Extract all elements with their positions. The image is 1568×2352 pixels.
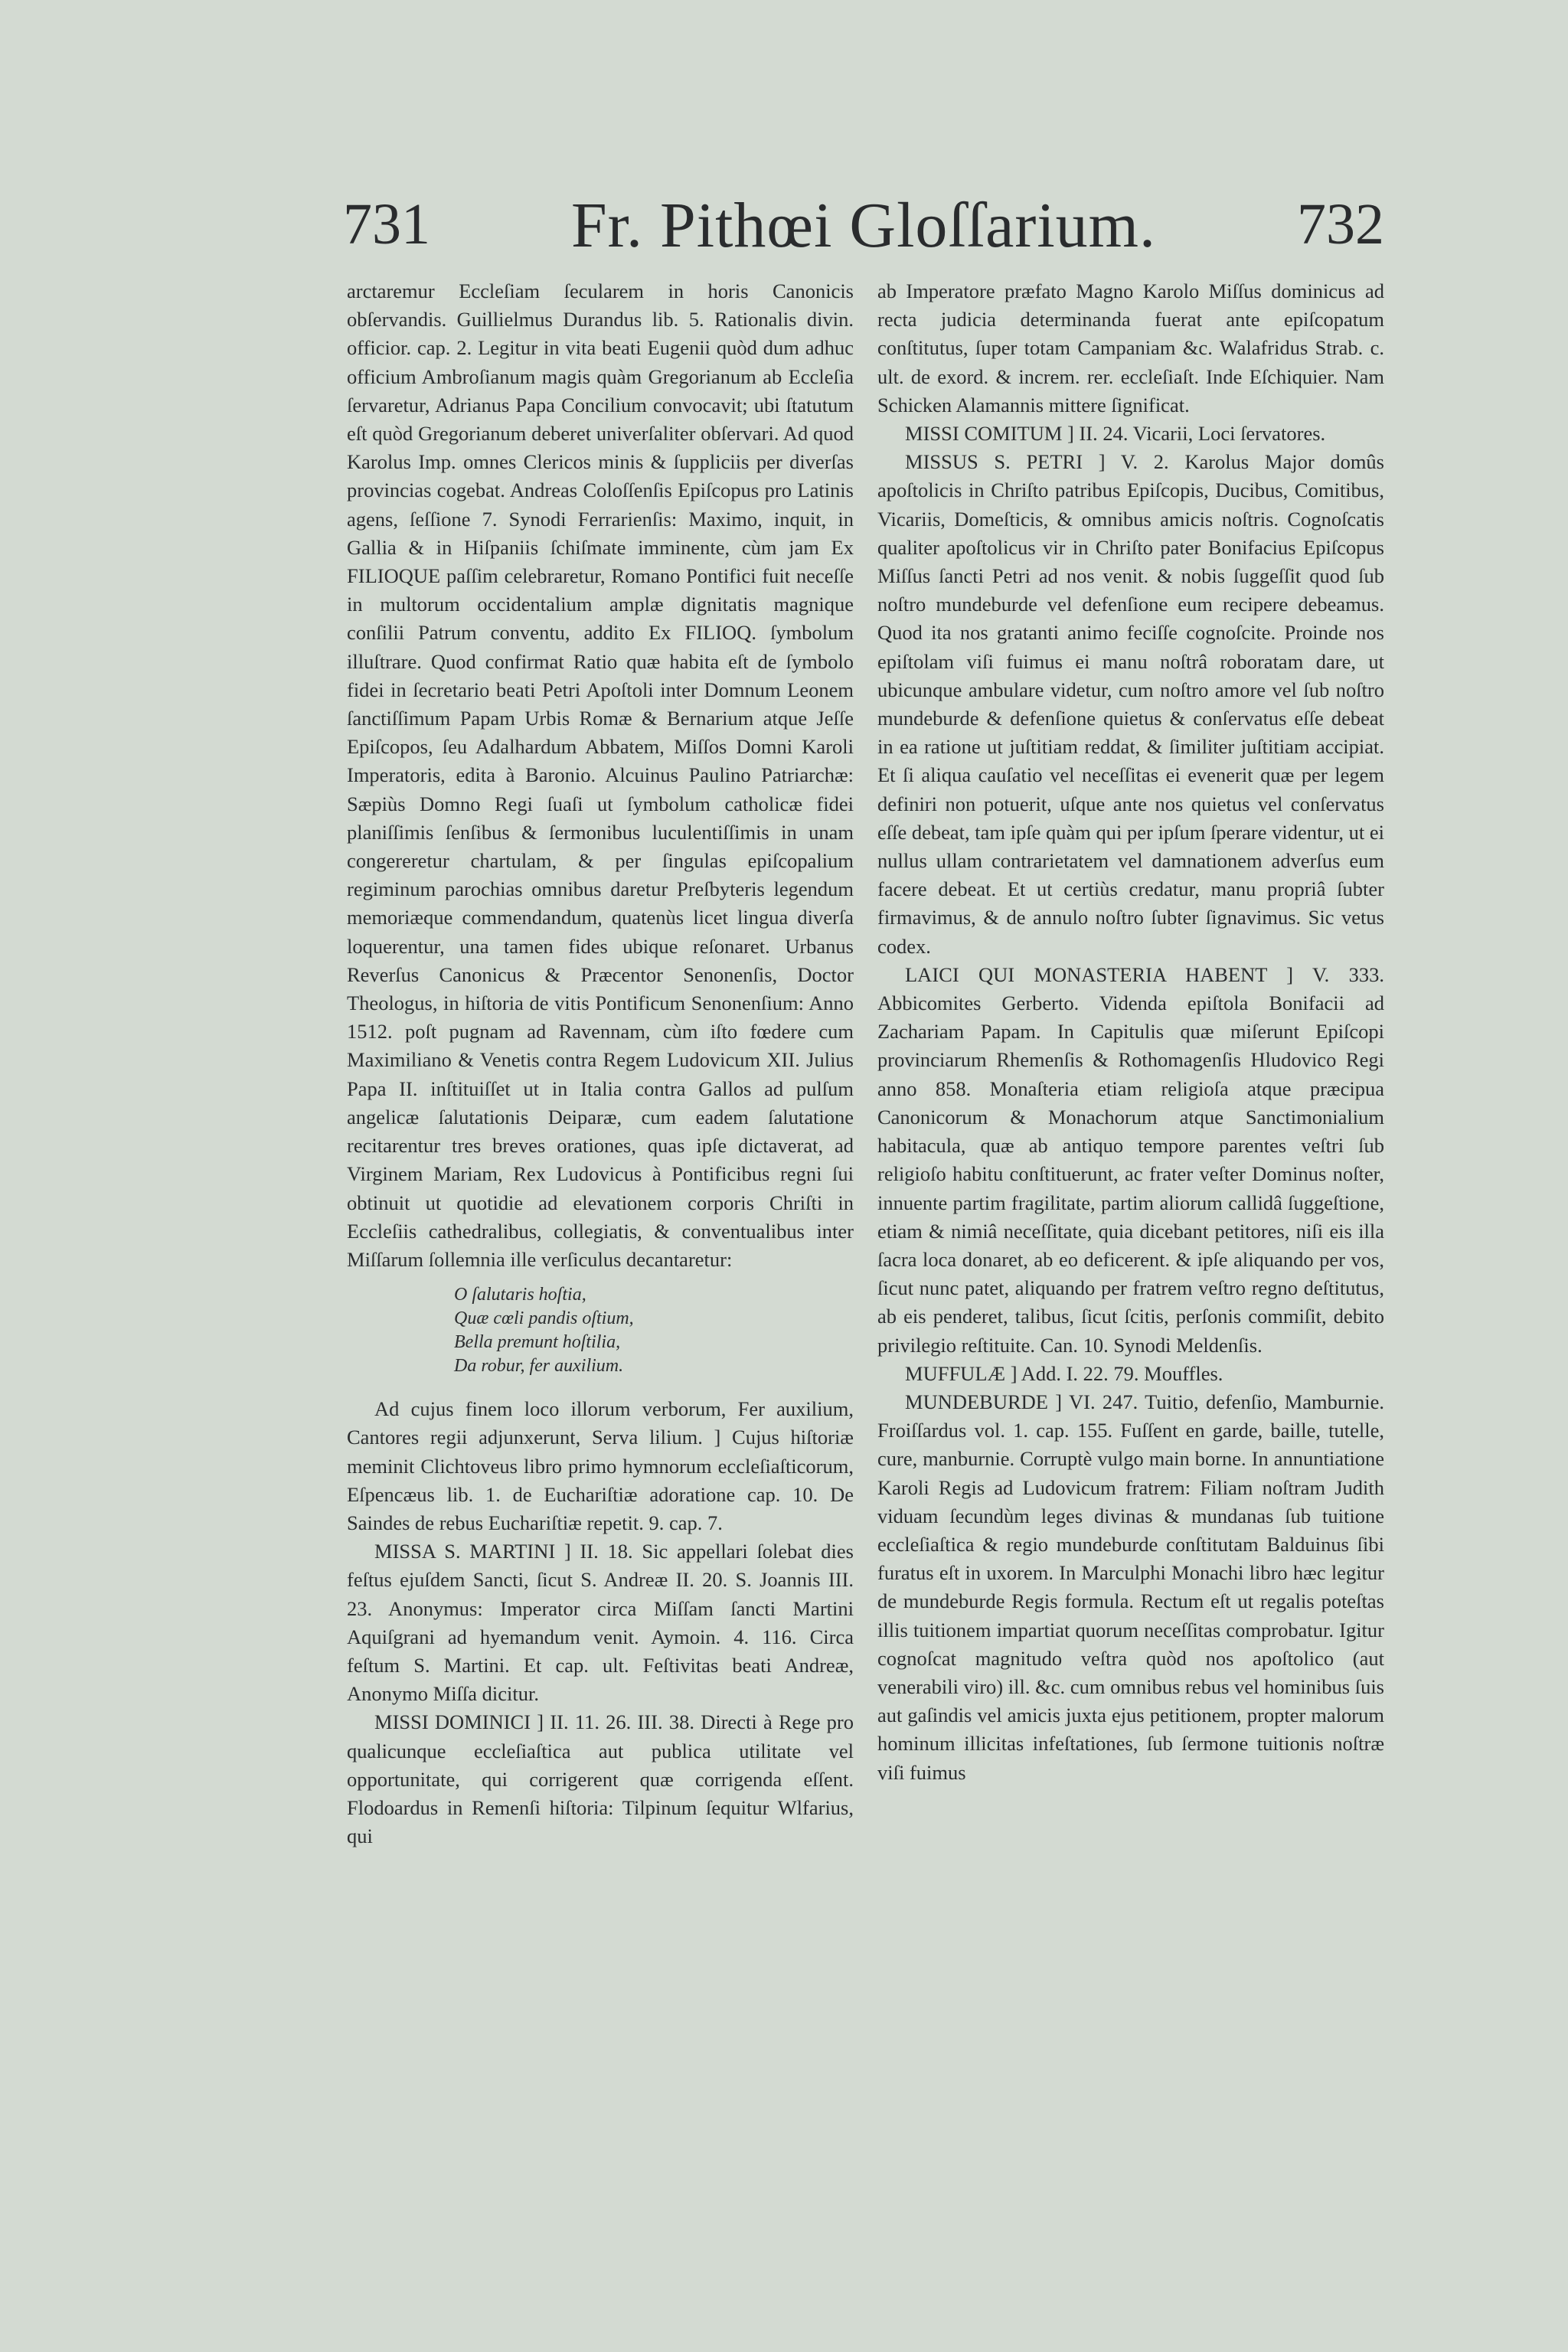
verse-block [454, 1283, 854, 1378]
glossary-entry-mundeburde: MUNDEBURDE ] VI. 247. Tuitio, defenſio, Mamburnie. Froiſſardus vol. 1. cap. 155. Fuſſent en garde, baille, tutelle, cure, manburnie. Corruptè vulgo main borne. In annuntiatione Karoli Regis ad Ludovicum fratrem: Filiam noſtram Judith viduam ſecundùm leges divinas & mundanas ſub tuitione eccleſiaſtica & regio mundeburde conſtitutam Balduinus ſibi furatus eſt in uxorem. In Marculphi Monachi libro hæc legitur de mundeburde Regis formula. Rectum eſt ut regalis poteſtas illis tuitionem impartiat quorum neceſſitas comprobatur. Igitur cognoſcat magnitudo veſtra quòd nos apoſtolico (aut venerabili viro) ill. &c. cum omnibus rebus vel hominibus ſuis aut gaſindis vel amicis juxta ejus petitionem, propter malorum hominum illicitas infeſtationes, ſub ſermone tuitionis noſtræ viſi fuimus [877, 1390, 1384, 1784]
glossary-entry-missi-dominici: MISSI DOMINICI ] II. 11. 26. III. 38. Directi à Rege pro qualicunque eccleſiaſtica aut publica utilitate vel opportunitate, qui corrigerent quæ corrigenda eſſent. Flodoardus in Remenſi hiſtoria: Tilpinum ſequitur Wlfarius, qui [347, 1710, 854, 1848]
page-title: Fr. Pithœi Gloſſarium. [570, 190, 1157, 261]
glossary-entry-laici: LAICI QUI MONASTERIA HABENT ] V. 333. Abbicomites Gerberto. Videnda epiſtola Bonifacii ad Zachariam Papam. In Capitulis quæ miſerunt Epiſcopi provinciarum Rhemenſis & Rothomagenſis Hludovico Regi anno 858. Monaſteria etiam religioſa atque præcipua Canonicorum & Monachorum atque Sanctimonialium habitacula, quæ ab antiquo tempore parentes veſtri ſub religioſo habitu conſtituerunt, ac frater veſter Dominus noſter, innuente partim fragilitate, partim aliorum callidâ ſuggeſtione, etiam & nimiâ neceſſitate, quia dicebant petitores, niſi eis illa ſacra loca donaret, ab eo deficerent. & ipſe aliquando per vos, ſicut nunc patet, aliquando per fratrem veſtro regno deſtitutus, ab eis penderet, talibus, ſicut ſcitis, perſonis commiſit, debito privilegio reſtituite. Can. 10. Synodi Meldenſis. [877, 962, 1384, 1357]
verse-line: Quæ cœli pandis oſtium, [454, 1308, 634, 1329]
glossary-entry-muffulae: MUFFULÆ ] Add. I. 22. 79. Mouffles. [905, 1361, 1223, 1385]
paragraph: Ad cujus finem loco illorum verborum, Fer auxilium, Cantores regii adjunxerunt, Serva lilium. ] Cujus hiſtoriæ meminit Clichtoveus libro primo hymnorum eccleſiaſticorum, Eſpencæus lib. 1. de Euchariſtiæ adoratione cap. 10. De Saindes de rebus Euchariſtiæ repetit. 9. cap. 7. [347, 1397, 854, 1534]
glossary-entry-missi-comitum: MISSI COMITUM ] II. 24. Vicarii, Loci ſervatores. [905, 422, 1326, 446]
right-page-number: 732 [1297, 192, 1384, 256]
running-header [343, 188, 1384, 280]
verse-line: O ſalutaris hoſtia, [454, 1285, 586, 1305]
glossary-entry-missus-s-petri: MISSUS S. PETRI ] V. 2. Karolus Major domûs apoſtolicis in Chriſto patribus Epiſcopis, Ducibus, Comitibus, Vicariis, Domeſticis, & omnibus amicis noſtris. Cognoſcatis qualiter apoſtolicus vir in Chriſto pater Bonifacius Epiſcopus Miſſus ſancti Petri ad nos venit. & nobis ſuggeſſit quod ſub noſtro mundeburde vel defenſione eum recipere debeamus. Quod ita nos gratanti animo feciſſe cognoſcite. Proinde nos epiſtolam viſi fuimus ei manu noſtrâ roboratam dare, ut ubicunque ambulare videtur, cum noſtro amore vel ſub noſtro mundeburde & defenſione quietus & conſervatus eſſe debeat in ea ratione ut juſtitiam reddat, & ſimiliter juſtitiam accipiat. Et ſi aliqua cauſatio vel neceſſitas ei evenerit quæ per legem definiri non potuerit, uſque ante nos quietus vel conſervatus eſſe debeat, tam ipſe quàm qui per ipſum ſperare videntur, ut ei nullus ullam contrarietatem vel damnationem adverſus eum facere debeat. Et ut certiùs credatur, manu propriâ ſubter firmavimus, & de annulo noſtro ſubter ſignavimus. Sic vetus codex. [877, 450, 1384, 958]
right-column [877, 277, 1384, 2092]
verse-line: Da robur, fer auxilium. [454, 1356, 624, 1377]
paragraph: ab Imperatore præfato Magno Karolo Miſſus dominicus ad recta judicia determinanda fuerat ante epiſcopatum conſtitutus, ſuper totam Campaniam &c. Walafridus Strab. c. ult. de exord. & increm. rer. eccleſiaſt. Inde Eſchiquier. Nam Schicken Alamannis mittere ſignificat. [877, 279, 1384, 416]
left-page-number: 731 [343, 192, 430, 256]
glossary-entry-missa-s-martini: MISSA S. MARTINI ] II. 18. Sic appellari ſolebat dies feſtus ejuſdem Sancti, ſicut S. Andreæ II. 20. S. Joannis III. 23. Anonymus: Imperator circa Miſſam ſancti Martini Aquiſgrani ad hyemandum venit. Aymoin. 4. 116. Circa feſtum S. Martini. Et cap. ult. Feſtivitas beati Andreæ, Anonymo Miſſa dicitur. [347, 1540, 854, 1706]
paragraph: arctaremur Eccleſiam ſecularem in horis Canonicis obſervandis. Guillielmus Durandus lib. 5. Rationalis divin. officior. cap. 2. Legitur in vita beati Eugenii quòd dum adhuc officium Ambroſianum magis quàm Gregorianum ab Eccleſia ſervaretur, Adrianus Papa Concilium convocavit; ubi ſtatutum eſt quòd Gregorianum deberet univerſaliter obſervari. Ad quod Karolus Imp. omnes Clericos minis & ſuppliciis per diverſas provincias cogebat. Andreas Coloſſenſis Epiſcopus pro Latinis agens, ſeſſione 7. Synodi Ferrarienſis: Maximo, inquit, in Gallia & in Hiſpaniis ſchiſmate imminente, cùm jam Ex FILIOQUE paſſim celebraretur, Romano Pontifici fuit neceſſe in multorum occidentalium amplæ dignitatis magnique conſilii Patrum conventu, addito Ex FILIOQ. ſymbolum illuſtrare. Quod confirmat Ratio quæ habita eſt de ſymbolo fidei in ſecretario beati Petri Apoſtoli inter Domnum Leonem ſanctiſſimum Papam Urbis Romæ & Bernarium atque Jeſſe Epiſcopos, ſeu Adalhardum Abbatem, Miſſos Domni Karoli Imperatoris, edita à Baronio. Alcuinus Paulino Patriarchæ: Sæpiùs Domno Regi ſuaſi ut ſymbolum catholicæ fidei planiſſimis ſenſibus & ſermonibus luculentiſſimis in unam congereretur chartulam, & per ſingulas epiſcopalium regiminum parochias omnibus daretur Preſbyteris legendum memoriæque commendandum, quatenùs licet lingua diverſa loquerentur, una tamen fides ubique reſonaret. Urbanus Reverſus Canonicus & Præcentor Senonenſis, Doctor Theologus, in hiſtoria de vitis Pontificum Senonenſium: Anno 1512. poſt pugnam ad Ravennam, cùm iſto fœdere cum Maximiliano & Venetis contra Regem Ludovicum XII. Julius Papa II. inſtituiſſet ut in Italia contra Gallos ad pulſum angelicæ ſalutationis Deiparæ, cum eadem ſalutatione recitarentur tres breves orationes, quas ipſe dictaverat, ad Virginem Mariam, Rex Ludovicus à Pontificibus regni ſui obtinuit ut quotidie ad elevationem corporis Chriſti in Eccleſiis cathedralibus, collegiatis, & conventualibus inter Miſſarum ſollemnia ille verſiculus decantaretur: [347, 279, 854, 1271]
left-column [347, 277, 854, 2092]
verse-line: Bella premunt hoſtilia, [454, 1332, 621, 1353]
